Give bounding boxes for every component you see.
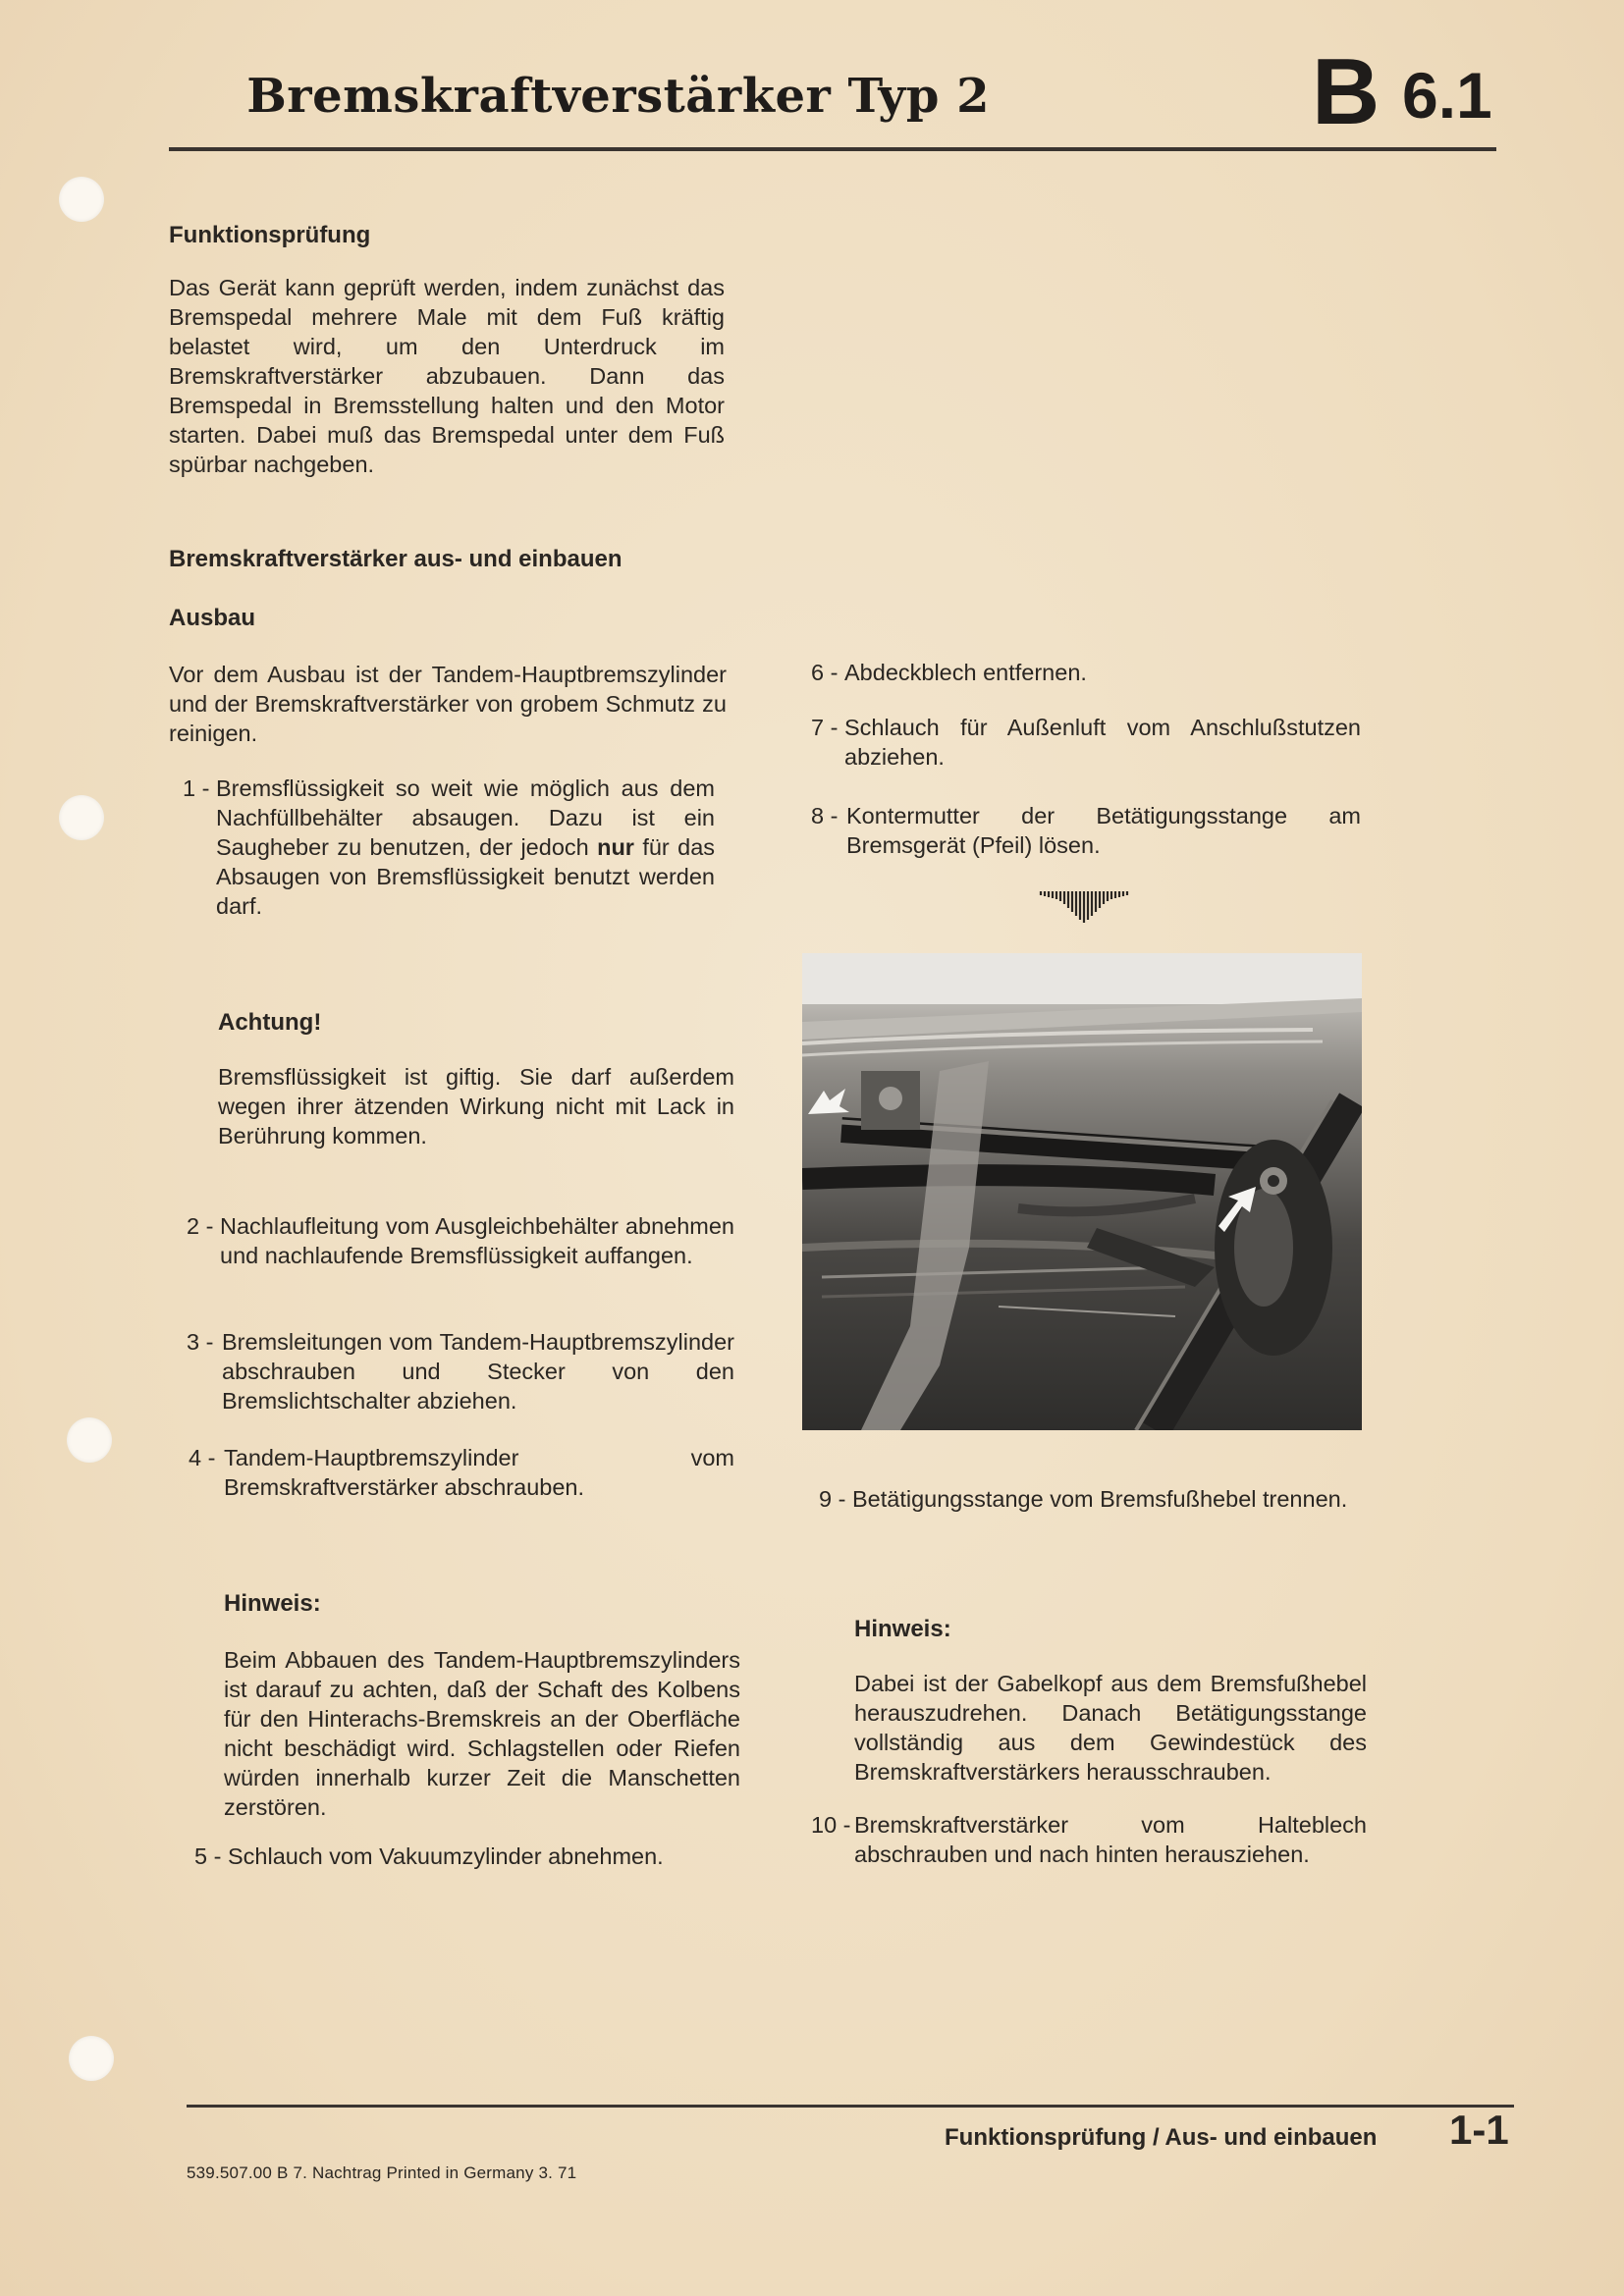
step-number: 6 - <box>811 660 839 685</box>
step-text: Tandem-Hauptbremszylinder vom Bremskraftverstärker abschrauben. <box>224 1445 734 1500</box>
step-9 <box>819 1484 1369 1547</box>
funktion-heading: Funktionsprüfung <box>169 222 371 248</box>
ausbau-intro: Vor dem Ausbau ist der Tandem-Hauptbremszylinder und der Bremskraftverstärker von grobem Schmutz zu reinigen. <box>169 662 727 746</box>
step-2 <box>187 1211 736 1309</box>
chapter-letter: B <box>1312 39 1380 144</box>
step-number: 3 - <box>187 1329 214 1355</box>
step-text: Nachlaufleitung vom Ausgleichbehälter abnehmen und nachlaufende Bremsflüssigkeit auffangen. <box>220 1213 734 1268</box>
punch-hole <box>59 795 104 840</box>
punch-hole <box>59 177 104 222</box>
funktion-text: Das Gerät kann geprüft werden, indem zunächst das Bremspedal mehrere Male mit dem Fuß kräftig belastet wird, um den Unterdruck im Bremskraftverstärker abzubauen. Dann das Bremspedal in Bremsstellung halten und den Motor starten. Dabei muß das Bremspedal unter dem Fuß spürbar nachgeben. <box>169 275 725 477</box>
step-5 <box>194 1842 744 1875</box>
punch-hole <box>69 2036 114 2081</box>
header-rule <box>169 147 1496 151</box>
hinweis-heading: Hinweis: <box>224 1590 321 1617</box>
ausbau-heading: Bremskraftverstärker aus- und einbauen <box>169 546 623 572</box>
hinweis-heading: Hinweis: <box>854 1616 951 1642</box>
step-text: Bremsleitungen vom Tandem-Hauptbremszylinder abschrauben und Stecker von den Bremslichtschalter abziehen. <box>222 1329 734 1414</box>
print-info: 539.507.00 B 7. Nachtrag Printed in Germany 3. 71 <box>187 2163 577 2182</box>
step-1 <box>183 774 732 931</box>
step-number: 7 - <box>811 715 839 740</box>
step-text: Kontermutter der Betätigungsstange am Bremsgerät (Pfeil) lösen. <box>846 803 1361 858</box>
step-number: 8 - <box>811 803 839 828</box>
step-text: Schlauch für Außenluft vom Anschlußstutzen abziehen. <box>844 715 1361 770</box>
step-3 <box>187 1327 736 1425</box>
step-6 <box>811 658 1361 691</box>
step-number: 1 - <box>183 775 210 801</box>
step-number: 9 - <box>819 1486 846 1512</box>
step-8 <box>811 801 1361 864</box>
footer-rule <box>187 2105 1514 2108</box>
hinweis-text: Beim Abbauen des Tandem-Hauptbremszylinders ist darauf zu achten, daß der Schaft des Kolbens für den Hinterachs-Bremskreis an der Oberfläche nicht beschädigt wird. Schlagstellen oder Riefen würden innerhalb kurzer Zeit die Manschetten zerstören. <box>224 1647 740 1820</box>
step-text: Bremsflüssigkeit so weit wie möglich aus dem Nachfüllbehälter absaugen. Dazu ist ein Saugheber zu benutzen, der jedoch nur für das Absaugen von Bremsflüssigkeit benutzt werden darf. <box>216 775 716 919</box>
step-text: Bremskraftverstärker vom Halteblech abschrauben und nach hinten herausziehen. <box>854 1812 1367 1867</box>
step-10 <box>811 1810 1371 1873</box>
section-number: 6.1 <box>1402 59 1492 132</box>
page-title: Bremskraftverstärker Typ 2 <box>246 69 990 124</box>
ausbau-subheading: Ausbau <box>169 605 256 631</box>
achtung-text: Bremsflüssigkeit ist giftig. Sie darf außerdem wegen ihrer ätzenden Wirkung nicht mit Lack in Berührung kommen. <box>218 1064 734 1148</box>
down-arrow-icon <box>1035 887 1133 925</box>
step-text: Betätigungsstange vom Bremsfußhebel trennen. <box>852 1486 1348 1512</box>
hinweis-text: Dabei ist der Gabelkopf aus dem Bremsfußhebel herauszudrehen. Danach Betätigungsstange vollständig aus dem Gewindestück des Bremskraftverstärkers herausschrauben. <box>854 1671 1367 1785</box>
achtung-heading: Achtung! <box>218 1009 322 1036</box>
step-number: 4 - <box>189 1445 216 1470</box>
step-number: 5 - <box>194 1843 222 1869</box>
step-number: 10 - <box>811 1812 851 1838</box>
footer-title: Funktionsprüfung / Aus- und einbauen <box>945 2124 1378 2151</box>
step-number: 2 - <box>187 1213 214 1239</box>
step-4 <box>189 1443 738 1512</box>
brake-booster-photo <box>802 953 1362 1430</box>
step-7 <box>811 713 1361 775</box>
step-text: Schlauch vom Vakuumzylinder abnehmen. <box>228 1843 664 1869</box>
page-number: 1-1 <box>1449 2107 1509 2153</box>
step-text: Abdeckblech entfernen. <box>844 660 1087 685</box>
punch-hole <box>67 1417 112 1463</box>
